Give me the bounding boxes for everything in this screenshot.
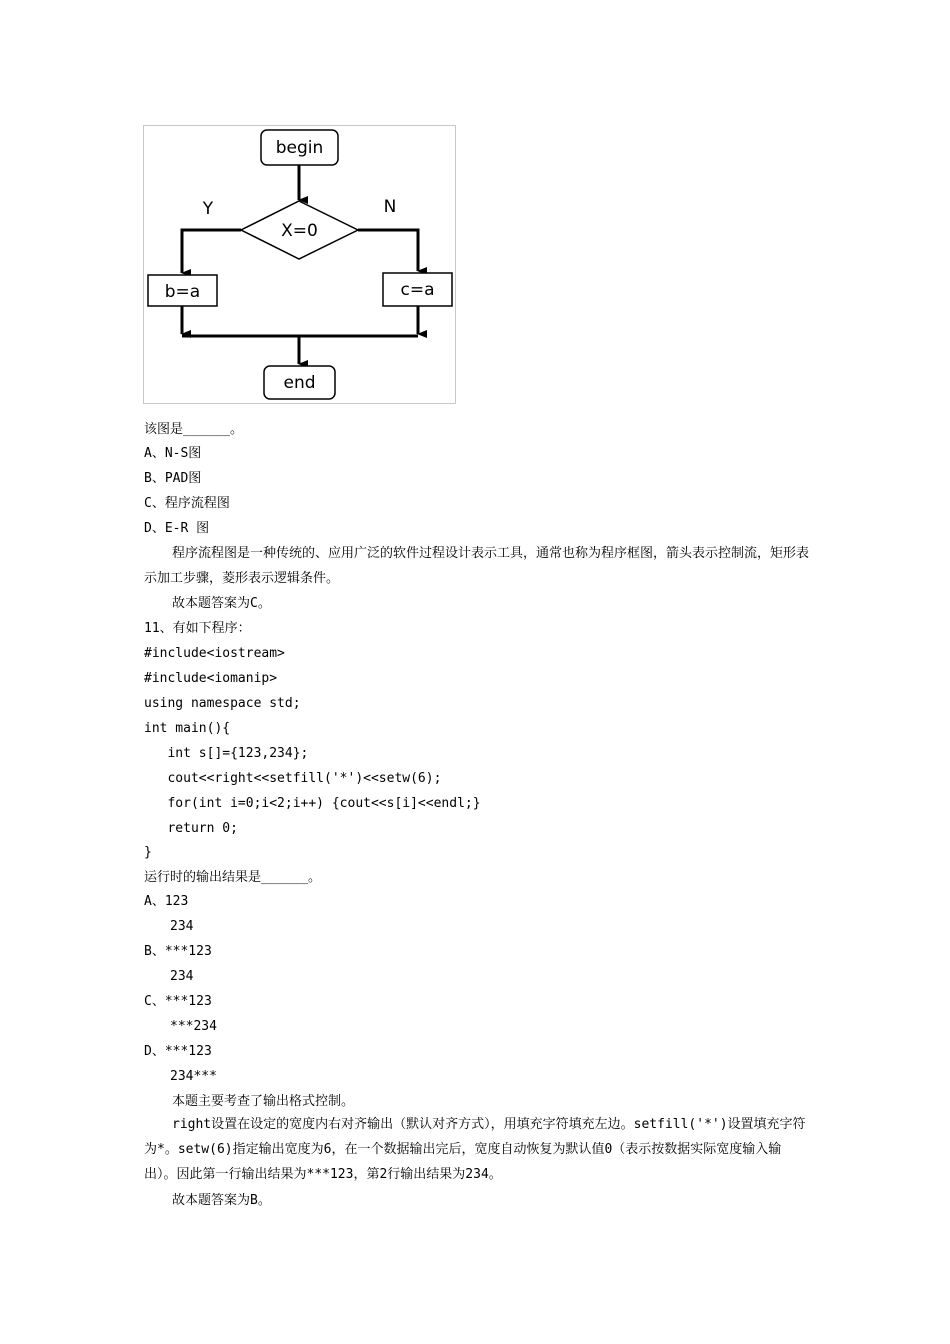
q11-option-a: A、123 (144, 894, 189, 909)
condition-label: X=0 (281, 221, 318, 241)
code-line: int main(){ (144, 721, 231, 736)
q11-explanation-1: 本题主要考查了输出格式控制。 (172, 1094, 355, 1109)
q11-option-d-line2: 234*** (170, 1069, 217, 1084)
flowchart-figure (143, 125, 456, 404)
code-line: #include<iomanip> (144, 671, 278, 686)
q11-option-c: C、***123 (144, 994, 212, 1009)
q10-option-b: B、PAD图 (144, 471, 202, 486)
q11-option-c-line2: ***234 (170, 1019, 217, 1034)
q11-explanation-2: right设置在设定的宽度内右对齐输出（默认对齐方式），用填充字符填充左边。setfill('*')设置填充字符为*。setw(6)指定输出宽度为6，在一个数据输出完后，宽度自动恢复为默认值0（表示按数据实际宽度输入输出）。因此第一行输出结果为***123，第2行输出结果为234。 (144, 1117, 806, 1182)
q10-option-a: A、N-S图 (144, 446, 202, 461)
right-process-label: c=a (400, 280, 435, 300)
code-line: } (144, 845, 152, 860)
yes-branch-line (182, 230, 241, 273)
q10-explanation: 程序流程图是一种传统的、应用广泛的软件过程设计表示工具，通常也称为程序框图，箭头表示控制流，矩形表示加工步骤，菱形表示逻辑条件。 (144, 546, 810, 586)
code-line: for(int i=0;i<2;i++) {cout<<s[i]<<endl;} (144, 796, 481, 811)
code-line: int s[]={123,234}; (144, 746, 309, 761)
flowchart-svg (144, 126, 455, 403)
begin-label: begin (275, 138, 324, 158)
code-line: return 0; (144, 821, 238, 836)
code-line: cout<<right<<setfill('*')<<setw(6); (144, 771, 442, 786)
q11-option-b-line2: 234 (170, 969, 194, 984)
q10-option-c: C、程序流程图 (144, 496, 230, 511)
q11-answer: 故本题答案为B。 (172, 1193, 271, 1208)
end-label: end (283, 373, 316, 393)
q10-option-d: D、E-R 图 (144, 521, 210, 536)
q10-answer: 故本题答案为C。 (172, 596, 271, 611)
no-branch-line (358, 230, 418, 271)
yes-label: Y (202, 199, 214, 219)
code-line: #include<iostream> (144, 646, 285, 661)
q11-title: 11、有如下程序： (144, 621, 251, 636)
no-label: N (383, 197, 397, 217)
code-line: using namespace std; (144, 696, 301, 711)
q11-option-a-line2: 234 (170, 919, 194, 934)
q10-question: 该图是______。 (144, 422, 243, 437)
q11-option-d: D、***123 (144, 1044, 212, 1059)
q11-question: 运行时的输出结果是______。 (144, 870, 321, 885)
q11-option-b: B、***123 (144, 944, 212, 959)
left-process-label: b=a (164, 282, 201, 302)
